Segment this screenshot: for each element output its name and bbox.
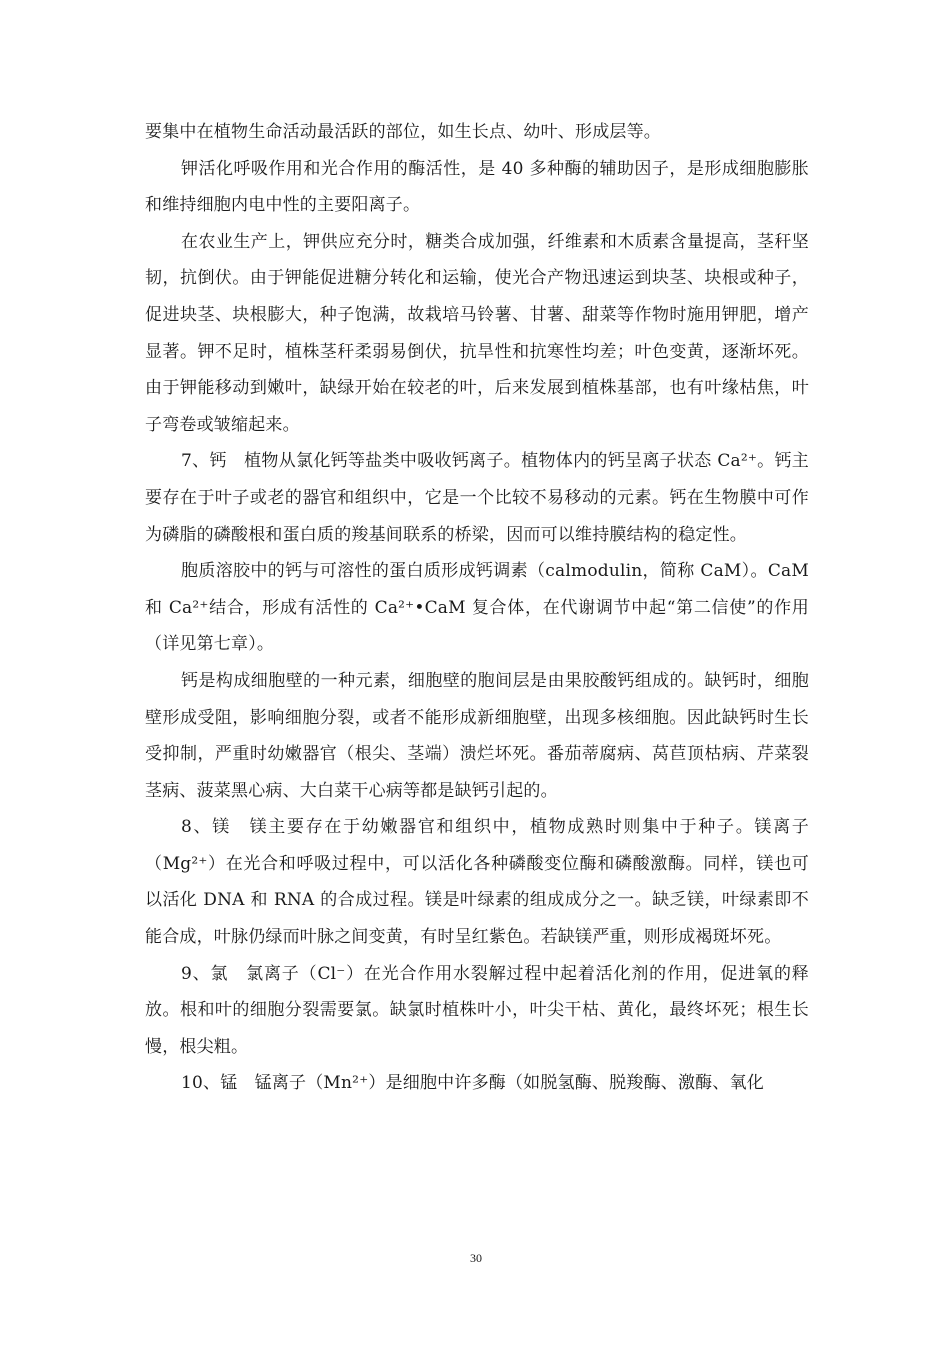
paragraph-calcium-cell-wall: 钙是构成细胞壁的一种元素，细胞壁的胞间层是由果胶酸钙组成的。缺钙时，细胞壁形成受阻，影响细胞分裂，或者不能形成新细胞壁，出现多核细胞。因此缺钙时生长受抑制，严重时幼嫩器官（根尖、茎端）溃烂坏死。番茄蒂腐病、莴苣顶枯病、芹菜裂茎病、菠菜黑心病、大白菜干心病等都是缺钙引起的。 bbox=[145, 670, 809, 801]
paragraph-chlorine: 9、氯 氯离子（Cl⁻）在光合作用水裂解过程中起着活化剂的作用，促进氧的释放。根和叶的细胞分裂需要氯。缺氯时植株叶小，叶尖干枯、黄化，最终坏死；根生长慢，根尖粗。 bbox=[145, 963, 809, 1057]
paragraph-magnesium: 8、镁 镁主要存在于幼嫩器官和组织中，植物成熟时则集中于种子。镁离子（Mg²⁺）在光合和呼吸过程中，可以活化各种磷酸变位酶和磷酸激酶。同样，镁也可以活化 DNA 和 RNA 的合成过程。镁是叶绿素的组成成分之一。缺乏镁，叶绿素即不能合成，叶脉仍绿而叶脉之间变黄，有时呈红紫色。若缺镁严重，则形成褐斑坏死。 bbox=[145, 817, 809, 948]
paragraph-calcium: 7、钙 植物从氯化钙等盐类中吸收钙离子。植物体内的钙呈离子状态 Ca²⁺。钙主要存在于叶子或老的器官和组织中，它是一个比较不易移动的元素。钙在生物膜中可作为磷脂的磷酸根和蛋白质的羧基间联系的桥梁，因而可以维持膜结构的稳定性。 bbox=[145, 451, 809, 545]
paragraph-potassium-agriculture: 在农业生产上，钾供应充分时，糖类合成加强，纤维素和木质素含量提高，茎秆坚韧，抗倒伏。由于钾能促进糖分转化和运输，使光合产物迅速运到块茎、块根或种子，促进块茎、块根膨大，种子饱满，故栽培马铃薯、甘薯、甜菜等作物时施用钾肥，增产显著。钾不足时，植株茎秆柔弱易倒伏，抗旱性和抗寒性均差；叶色变黄，逐渐坏死。由于钾能移动到嫩叶，缺绿开始在较老的叶，后来发展到植株基部，也有叶缘枯焦，叶子弯卷或皱缩起来。 bbox=[145, 231, 809, 435]
paragraph-potassium-function: 钾活化呼吸作用和光合作用的酶活性，是 40 多种酶的辅助因子，是形成细胞膨胀和维持细胞内电中性的主要阳离子。 bbox=[145, 158, 809, 216]
paragraph-calmodulin: 胞质溶胶中的钙与可溶性的蛋白质形成钙调素（calmodulin，简称 CaM）。CaM 和 Ca²⁺结合，形成有活性的 Ca²⁺•CaM 复合体，在代谢调节中起“第二信使”的作用（详见第七章）。 bbox=[145, 561, 809, 655]
paragraph-continuation: 要集中在植物生命活动最活跃的部位，如生长点、幼叶、形成层等。 bbox=[145, 122, 661, 142]
paragraph-manganese: 10、锰 锰离子（Mn²⁺）是细胞中许多酶（如脱氢酶、脱羧酶、激酶、氧化 bbox=[181, 1073, 764, 1094]
page-number: 30 bbox=[470, 1251, 482, 1265]
document-body bbox=[145, 114, 809, 1102]
